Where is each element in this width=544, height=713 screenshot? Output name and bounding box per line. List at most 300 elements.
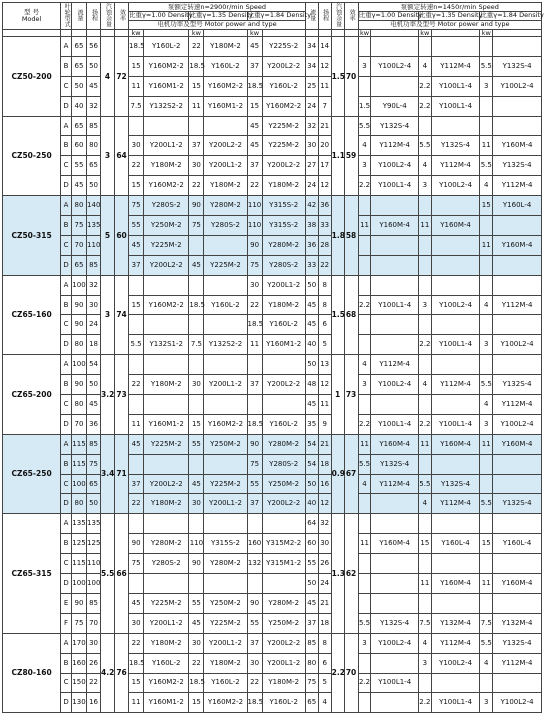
flow-1450-cell: 36 bbox=[305, 235, 318, 255]
flow-cell: 70 bbox=[71, 414, 86, 434]
motor-1450-cell bbox=[431, 196, 479, 216]
npsh-1450-cell: 1.5 bbox=[331, 37, 344, 117]
motor-cell: Y180M-2 bbox=[144, 156, 189, 176]
flow-cell: 75 bbox=[71, 216, 86, 236]
kw-cell: 22 bbox=[129, 633, 144, 653]
kw-cell bbox=[189, 355, 204, 375]
head-cell: 65 bbox=[87, 156, 101, 176]
kw-cell bbox=[189, 395, 204, 415]
kw-1450-cell: 11 bbox=[480, 235, 493, 255]
flow-1450-cell: 54 bbox=[305, 434, 318, 454]
motor-cell bbox=[144, 355, 189, 375]
npsh-1450-cell: 1 bbox=[331, 355, 344, 435]
motor-1450-cell: Y160M-4 bbox=[493, 434, 542, 454]
head-cell: 36 bbox=[87, 414, 101, 434]
impeller-cell: C bbox=[61, 395, 72, 415]
header-kw: kw bbox=[189, 29, 204, 37]
motor-1450-cell: Y160L-4 bbox=[431, 534, 479, 554]
kw-cell: 75 bbox=[189, 216, 204, 236]
eff-1450-cell: 58 bbox=[344, 196, 358, 276]
motor-cell: Y160L-2 bbox=[144, 653, 189, 673]
motor-1450-cell: Y100L2-4 bbox=[371, 375, 418, 395]
eff-1450-cell: 70 bbox=[344, 37, 358, 117]
eff-cell: 60 bbox=[115, 196, 129, 276]
impeller-cell: B bbox=[61, 534, 72, 554]
npsh-1450-cell: 1.8 bbox=[331, 196, 344, 276]
motor-1450-cell bbox=[493, 37, 542, 57]
kw-cell: 22 bbox=[247, 673, 262, 693]
npsh-1450-cell: 0.9 bbox=[331, 434, 344, 514]
kw-1450-cell bbox=[358, 574, 371, 594]
motor-cell: Y225M-2 bbox=[204, 255, 247, 275]
motor-1450-cell: Y132M-4 bbox=[431, 613, 479, 633]
kw-cell: 22 bbox=[189, 653, 204, 673]
kw-cell: 30 bbox=[247, 275, 262, 295]
motor-1450-cell: Y132S-4 bbox=[431, 474, 479, 494]
flow-1450-cell: 50 bbox=[305, 275, 318, 295]
header-head-2: 扬程 bbox=[318, 3, 331, 30]
motor-cell: Y160M2-2 bbox=[204, 414, 247, 434]
motor-cell bbox=[204, 454, 247, 474]
kw-1450-cell: 15 bbox=[480, 196, 493, 216]
flow-cell: 65 bbox=[71, 37, 86, 57]
kw-1450-cell: 5.5 bbox=[358, 613, 371, 633]
impeller-cell: A bbox=[61, 196, 72, 216]
kw-cell: 90 bbox=[247, 235, 262, 255]
head-1450-cell: 24 bbox=[318, 574, 331, 594]
motor-1450-cell: Y132S-4 bbox=[371, 454, 418, 474]
motor-cell: Y160M2-2 bbox=[144, 176, 189, 196]
flow-cell: 100 bbox=[71, 275, 86, 295]
kw-cell: 15 bbox=[189, 693, 204, 713]
flow-1450-cell: 33 bbox=[305, 255, 318, 275]
kw-cell bbox=[129, 315, 144, 335]
flow-cell: 80 bbox=[71, 494, 86, 514]
motor-cell: Y280M-2 bbox=[262, 434, 305, 454]
kw-1450-cell: 5.5 bbox=[480, 633, 493, 653]
flow-cell: 115 bbox=[71, 454, 86, 474]
kw-cell bbox=[189, 116, 204, 136]
impeller-cell: E bbox=[61, 593, 72, 613]
motor-cell bbox=[144, 275, 189, 295]
motor-1450-cell bbox=[371, 554, 418, 574]
motor-1450-cell: Y112M-4 bbox=[431, 56, 479, 76]
head-cell: 125 bbox=[87, 534, 101, 554]
motor-cell: Y160L-2 bbox=[204, 56, 247, 76]
head-1450-cell: 21 bbox=[318, 116, 331, 136]
motor-1450-cell: Y160L-4 bbox=[493, 534, 542, 554]
head-1450-cell: 8 bbox=[318, 275, 331, 295]
motor-1450-cell bbox=[493, 275, 542, 295]
model-cell: CZ80-160 bbox=[3, 633, 61, 713]
motor-cell: Y160M2-2 bbox=[144, 295, 189, 315]
kw-1450-cell: 5.5 bbox=[358, 454, 371, 474]
eff-cell: 76 bbox=[115, 633, 129, 713]
kw-1450-cell bbox=[358, 235, 371, 255]
motor-1450-cell bbox=[371, 514, 418, 534]
npsh-cell: 3 bbox=[101, 275, 115, 355]
kw-1450-cell bbox=[480, 216, 493, 236]
head-1450-cell: 17 bbox=[318, 156, 331, 176]
impeller-cell: D bbox=[61, 255, 72, 275]
motor-cell: Y200L2-2 bbox=[262, 375, 305, 395]
table-row bbox=[3, 37, 542, 57]
motor-cell: Y180M-2 bbox=[204, 653, 247, 673]
motor-cell: Y200L2-2 bbox=[262, 156, 305, 176]
motor-1450-cell bbox=[431, 593, 479, 613]
header-kw: kw bbox=[420, 28, 430, 37]
kw-1450-cell: 5.5 bbox=[358, 116, 371, 136]
kw-1450-cell bbox=[358, 593, 371, 613]
eff-1450-cell: 73 bbox=[344, 355, 358, 435]
header-gravity-3: 比重γ=1.84 Density bbox=[247, 11, 312, 20]
table-row bbox=[3, 693, 542, 713]
kw-1450-cell bbox=[358, 514, 371, 534]
motor-cell: Y160L-2 bbox=[144, 37, 189, 57]
kw-cell: 18.5 bbox=[189, 295, 204, 315]
kw-1450-cell: 11 bbox=[480, 434, 493, 454]
table-row bbox=[3, 375, 542, 395]
flow-1450-cell: 30 bbox=[305, 136, 318, 156]
kw-cell: 7.5 bbox=[129, 96, 144, 116]
motor-cell: Y200L2-2 bbox=[144, 255, 189, 275]
table-row bbox=[3, 176, 542, 196]
motor-1450-cell: Y160M-4 bbox=[431, 574, 479, 594]
header-gravity-1b: 比重γ=1.00 Density bbox=[358, 11, 423, 20]
motor-1450-cell bbox=[431, 514, 479, 534]
head-cell: 32 bbox=[87, 96, 101, 116]
motor-1450-cell: Y100L2-4 bbox=[493, 414, 542, 434]
kw-1450-cell: 3 bbox=[480, 414, 493, 434]
head-1450-cell: 12 bbox=[318, 176, 331, 196]
header-blank bbox=[331, 29, 344, 37]
kw-1450-cell: 11 bbox=[418, 434, 431, 454]
kw-1450-cell: 3 bbox=[358, 156, 371, 176]
head-cell: 16 bbox=[87, 693, 101, 713]
eff-1450-cell: 70 bbox=[344, 633, 358, 713]
motor-cell bbox=[144, 395, 189, 415]
impeller-cell: D bbox=[61, 693, 72, 713]
motor-1450-cell bbox=[431, 395, 479, 415]
kw-cell bbox=[129, 454, 144, 474]
flow-1450-cell: 40 bbox=[305, 335, 318, 355]
motor-cell: Y280M-2 bbox=[204, 554, 247, 574]
kw-cell: 160 bbox=[247, 534, 262, 554]
impeller-cell: A bbox=[61, 116, 72, 136]
kw-1450-cell bbox=[358, 335, 371, 355]
head-cell: 140 bbox=[87, 196, 101, 216]
kw-1450-cell bbox=[418, 37, 431, 57]
motor-cell: Y250M-2 bbox=[144, 216, 189, 236]
motor-1450-cell: Y160M-4 bbox=[493, 235, 542, 255]
motor-cell: Y180M-2 bbox=[262, 176, 305, 196]
table-row bbox=[3, 76, 542, 96]
motor-1450-cell: Y160M-4 bbox=[371, 216, 418, 236]
header-kw: kw bbox=[247, 29, 262, 37]
eff-cell: 66 bbox=[115, 514, 129, 633]
impeller-cell: D bbox=[61, 335, 72, 355]
motor-1450-cell bbox=[493, 255, 542, 275]
kw-1450-cell: 3 bbox=[358, 633, 371, 653]
head-cell: 110 bbox=[87, 554, 101, 574]
motor-cell: Y160M1-2 bbox=[144, 693, 189, 713]
header-blank bbox=[61, 29, 72, 37]
npsh-cell: 3 bbox=[101, 116, 115, 196]
kw-cell: 55 bbox=[247, 474, 262, 494]
flow-cell: 55 bbox=[71, 156, 86, 176]
motor-1450-cell bbox=[493, 315, 542, 335]
header-blank bbox=[344, 29, 358, 37]
motor-1450-cell: Y112M-4 bbox=[493, 395, 542, 415]
flow-1450-cell: 27 bbox=[305, 156, 318, 176]
table-row bbox=[3, 633, 542, 653]
kw-1450-cell: 3 bbox=[358, 56, 371, 76]
head-1450-cell: 20 bbox=[318, 136, 331, 156]
npsh-cell: 4.2 bbox=[101, 633, 115, 713]
kw-1450-cell: 4 bbox=[418, 494, 431, 514]
motor-cell: Y280S-2 bbox=[204, 216, 247, 236]
flow-cell: 135 bbox=[71, 514, 86, 534]
kw-1450-cell bbox=[358, 275, 371, 295]
kw-1450-cell: 2.2 bbox=[358, 414, 371, 434]
motor-cell: Y180M-2 bbox=[144, 494, 189, 514]
kw-cell bbox=[129, 116, 144, 136]
header-head: 扬程 bbox=[87, 3, 101, 30]
motor-1450-cell: Y160M-4 bbox=[371, 534, 418, 554]
head-cell: 85 bbox=[87, 434, 101, 454]
model-cell: CZ65-250 bbox=[3, 434, 61, 514]
motor-1450-cell: Y100L1-4 bbox=[371, 295, 418, 315]
kw-1450-cell bbox=[358, 37, 371, 57]
kw-cell bbox=[189, 514, 204, 534]
head-cell: 80 bbox=[87, 136, 101, 156]
pump-spec-table bbox=[2, 2, 542, 713]
kw-1450-cell: 2.2 bbox=[358, 673, 371, 693]
motor-1450-cell: Y100L1-4 bbox=[371, 673, 418, 693]
impeller-cell: B bbox=[61, 653, 72, 673]
motor-1450-cell: Y100L1-4 bbox=[431, 96, 479, 116]
kw-cell: 45 bbox=[247, 116, 262, 136]
npsh-cell: 4 bbox=[101, 37, 115, 117]
kw-1450-cell bbox=[418, 673, 431, 693]
flow-cell: 80 bbox=[71, 196, 86, 216]
kw-cell: 45 bbox=[189, 613, 204, 633]
flow-1450-cell: 35 bbox=[305, 414, 318, 434]
motor-1450-cell bbox=[371, 574, 418, 594]
table-row bbox=[3, 554, 542, 574]
motor-cell: Y225M-2 bbox=[262, 136, 305, 156]
kw-cell: 45 bbox=[189, 474, 204, 494]
kw-1450-cell: 2.2 bbox=[358, 176, 371, 196]
kw-cell: 55 bbox=[189, 593, 204, 613]
flow-cell: 40 bbox=[71, 96, 86, 116]
motor-cell: Y200L1-2 bbox=[144, 613, 189, 633]
kw-1450-cell: 4 bbox=[418, 56, 431, 76]
motor-cell: Y200L1-2 bbox=[144, 136, 189, 156]
flow-1450-cell: 24 bbox=[305, 176, 318, 196]
impeller-cell: B bbox=[61, 454, 72, 474]
motor-cell: Y180M-2 bbox=[262, 295, 305, 315]
motor-1450-cell bbox=[431, 275, 479, 295]
kw-1450-cell: 3 bbox=[418, 295, 431, 315]
motor-cell: Y200L1-2 bbox=[204, 633, 247, 653]
motor-cell: Y200L1-2 bbox=[204, 494, 247, 514]
motor-1450-cell bbox=[371, 76, 418, 96]
motor-cell: Y180M-2 bbox=[144, 633, 189, 653]
head-cell: 32 bbox=[87, 275, 101, 295]
kw-cell: 90 bbox=[189, 196, 204, 216]
kw-1450-cell bbox=[418, 116, 431, 136]
head-cell: 85 bbox=[87, 255, 101, 275]
kw-1450-cell: 15 bbox=[480, 534, 493, 554]
motor-cell: Y280M-2 bbox=[204, 196, 247, 216]
table-row bbox=[3, 494, 542, 514]
eff-cell: 64 bbox=[115, 116, 129, 196]
motor-1450-cell bbox=[371, 37, 418, 57]
motor-cell bbox=[262, 514, 305, 534]
kw-1450-cell: 4 bbox=[418, 375, 431, 395]
impeller-cell: D bbox=[61, 494, 72, 514]
table-row bbox=[3, 196, 542, 216]
motor-1450-cell: Y132S-4 bbox=[493, 375, 542, 395]
kw-cell: 18.5 bbox=[129, 37, 144, 57]
kw-cell bbox=[129, 275, 144, 295]
table-row bbox=[3, 653, 542, 673]
motor-1450-cell: Y112M-4 bbox=[431, 156, 479, 176]
motor-1450-cell: Y90L-4 bbox=[371, 96, 418, 116]
kw-cell: 15 bbox=[129, 295, 144, 315]
motor-1450-cell: Y112M-4 bbox=[431, 633, 479, 653]
kw-1450-cell: 2.2 bbox=[418, 693, 431, 713]
kw-cell: 90 bbox=[189, 554, 204, 574]
motor-cell bbox=[144, 116, 189, 136]
motor-1450-cell bbox=[431, 355, 479, 375]
impeller-cell: A bbox=[61, 355, 72, 375]
motor-1450-cell bbox=[431, 235, 479, 255]
motor-1450-cell: Y100L1-4 bbox=[371, 176, 418, 196]
eff-1450-cell: 67 bbox=[344, 434, 358, 514]
head-cell: 85 bbox=[87, 593, 101, 613]
head-1450-cell: 26 bbox=[318, 554, 331, 574]
header-flow-2: 流量 bbox=[305, 3, 318, 30]
head-1450-cell: 18 bbox=[318, 613, 331, 633]
header-gravity-1: 比重γ=1.00 Density bbox=[129, 11, 193, 20]
motor-cell bbox=[144, 574, 189, 594]
motor-1450-cell: Y160M-4 bbox=[431, 434, 479, 454]
motor-cell: Y160L-2 bbox=[204, 295, 247, 315]
motor-cell: Y180M-2 bbox=[204, 37, 247, 57]
head-cell: 56 bbox=[87, 37, 101, 57]
header-eff-2: 效率 bbox=[344, 3, 358, 30]
table-row bbox=[3, 116, 542, 136]
head-1450-cell: 8 bbox=[318, 295, 331, 315]
impeller-cell: C bbox=[61, 673, 72, 693]
motor-cell: Y225M-2 bbox=[204, 613, 247, 633]
header-model: 型 号 Model bbox=[3, 3, 61, 30]
head-1450-cell: 21 bbox=[318, 434, 331, 454]
motor-1450-cell: Y160M-4 bbox=[431, 216, 479, 236]
kw-1450-cell bbox=[480, 255, 493, 275]
motor-1450-cell bbox=[493, 216, 542, 236]
flow-1450-cell: 50 bbox=[305, 355, 318, 375]
motor-cell: Y225M-2 bbox=[144, 235, 189, 255]
kw-1450-cell bbox=[480, 116, 493, 136]
head-1450-cell: 12 bbox=[318, 56, 331, 76]
table-row bbox=[3, 315, 542, 335]
kw-cell: 30 bbox=[247, 653, 262, 673]
kw-1450-cell bbox=[358, 554, 371, 574]
motor-1450-cell bbox=[371, 235, 418, 255]
kw-cell: 11 bbox=[129, 693, 144, 713]
head-cell: 24 bbox=[87, 315, 101, 335]
flow-1450-cell: 80 bbox=[305, 653, 318, 673]
motor-cell: Y315S-2 bbox=[204, 534, 247, 554]
kw-cell: 11 bbox=[129, 414, 144, 434]
motor-1450-cell: Y112M-4 bbox=[493, 653, 542, 673]
kw-cell: 15 bbox=[189, 76, 204, 96]
kw-1450-cell bbox=[418, 315, 431, 335]
kw-cell: 30 bbox=[129, 136, 144, 156]
head-1450-cell: 12 bbox=[318, 375, 331, 395]
head-1450-cell: 11 bbox=[318, 395, 331, 415]
header-flow: 流量 bbox=[71, 3, 86, 30]
kw-cell: 75 bbox=[129, 554, 144, 574]
motor-1450-cell: Y100L2-4 bbox=[431, 295, 479, 315]
header-blank bbox=[3, 29, 61, 37]
head-cell: 50 bbox=[87, 494, 101, 514]
flow-cell: 50 bbox=[71, 76, 86, 96]
table-row bbox=[3, 574, 542, 594]
kw-1450-cell: 4 bbox=[418, 156, 431, 176]
kw-cell: 18.5 bbox=[189, 673, 204, 693]
motor-1450-cell bbox=[493, 355, 542, 375]
flow-cell: 90 bbox=[71, 593, 86, 613]
table-row bbox=[3, 613, 542, 633]
motor-cell: Y315M2-2 bbox=[262, 534, 305, 554]
motor-cell: Y160L-2 bbox=[204, 673, 247, 693]
table-row bbox=[3, 414, 542, 434]
motor-cell: Y160M1-2 bbox=[144, 414, 189, 434]
kw-cell: 30 bbox=[189, 494, 204, 514]
motor-1450-cell: Y100L2-4 bbox=[431, 653, 479, 673]
motor-cell: Y200L2-2 bbox=[262, 494, 305, 514]
motor-cell bbox=[204, 275, 247, 295]
kw-1450-cell: 5.5 bbox=[480, 56, 493, 76]
kw-1450-cell: 5.5 bbox=[480, 375, 493, 395]
motor-cell bbox=[262, 574, 305, 594]
head-1450-cell: 36 bbox=[318, 196, 331, 216]
motor-cell: Y280S-2 bbox=[144, 554, 189, 574]
head-1450-cell: 11 bbox=[318, 76, 331, 96]
motor-1450-cell: Y112M-4 bbox=[493, 176, 542, 196]
kw-1450-cell bbox=[480, 593, 493, 613]
header-kw: kw bbox=[359, 28, 370, 37]
kw-1450-cell bbox=[358, 494, 371, 514]
motor-cell: Y180M-2 bbox=[262, 673, 305, 693]
kw-1450-cell: 11 bbox=[418, 574, 431, 594]
head-cell: 75 bbox=[87, 454, 101, 474]
kw-cell: 5.5 bbox=[129, 335, 144, 355]
head-cell: 26 bbox=[87, 653, 101, 673]
header-speed-1450: 泵额定转速n=1450r/min Speed bbox=[358, 3, 541, 12]
eff-1450-cell: 68 bbox=[344, 275, 358, 355]
motor-1450-cell: Y100L2-4 bbox=[493, 693, 542, 713]
head-1450-cell: 6 bbox=[318, 653, 331, 673]
head-1450-cell: 5 bbox=[318, 673, 331, 693]
motor-1450-cell: Y112M-4 bbox=[371, 136, 418, 156]
head-cell: 30 bbox=[87, 295, 101, 315]
kw-1450-cell: 4 bbox=[358, 474, 371, 494]
